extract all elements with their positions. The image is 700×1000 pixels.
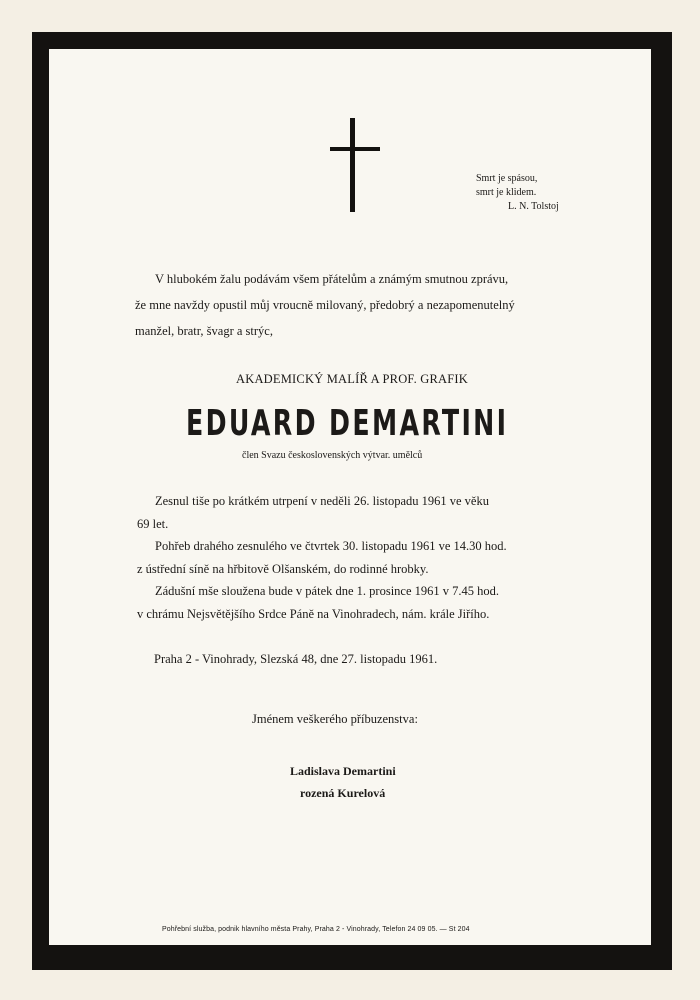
motto-quote	[476, 172, 559, 214]
mass-line: v chrámu Nejsvětějšího Srdce Páně na Vinohradech, nám. krále Jiřího.	[137, 606, 490, 621]
deceased-profession: AKADEMICKÝ MALÍŘ A PROF. GRAFIK	[236, 372, 468, 386]
funeral-line: Pohřeb drahého zesnulého ve čtvrtek 30. listopadu 1961 ve 14.30 hod.	[155, 539, 507, 553]
place-date: Praha 2 - Vinohrady, Slezská 48, dne 27. listopadu 1961.	[154, 652, 438, 666]
funeral-line: z ústřední síně na hřbitově Olšanském, do rodinné hrobky.	[137, 561, 429, 576]
intro-paragraph	[135, 266, 595, 344]
death-line: 69 let.	[137, 516, 169, 531]
signer-block	[290, 760, 396, 804]
deceased-membership: člen Svazu československých výtvar. umělců	[242, 450, 423, 461]
motto-line: smrt je klidem.	[476, 187, 537, 198]
mass-line: Zádušní mše sloužena bude v pátek dne 1. prosince 1961 v 7.45 hod.	[155, 584, 500, 598]
deceased-name: EDUARD DEMARTINI	[186, 403, 509, 444]
intro-line: že mne navždy opustil můj vroucně milovaný, předobrý a nezapomenutelný	[135, 298, 515, 312]
signer-maiden-name: rozená Kurelová	[300, 786, 386, 800]
signer-name: Ladislava Demartini	[290, 764, 396, 778]
motto-line: Smrt je spásou,	[476, 173, 538, 184]
intro-line: manžel, bratr, švagr a strýc,	[135, 324, 273, 338]
motto-author: L. N. Tolstoj	[508, 201, 559, 212]
family-intro: Jménem veškerého příbuzenstva:	[252, 712, 418, 726]
cross-icon	[330, 118, 380, 212]
printer-footer: Pohřební služba, podnik hlavního města Prahy, Praha 2 - Vinohrady, Telefon 24 09 05. — St 204	[162, 926, 470, 933]
death-line: Zesnul tiše po krátkém utrpení v neděli 26. listopadu 1961 ve věku	[155, 494, 489, 508]
intro-line: V hlubokém žalu podávám všem přátelům a známým smutnou zprávu,	[155, 272, 509, 286]
details-paragraph	[137, 490, 587, 625]
